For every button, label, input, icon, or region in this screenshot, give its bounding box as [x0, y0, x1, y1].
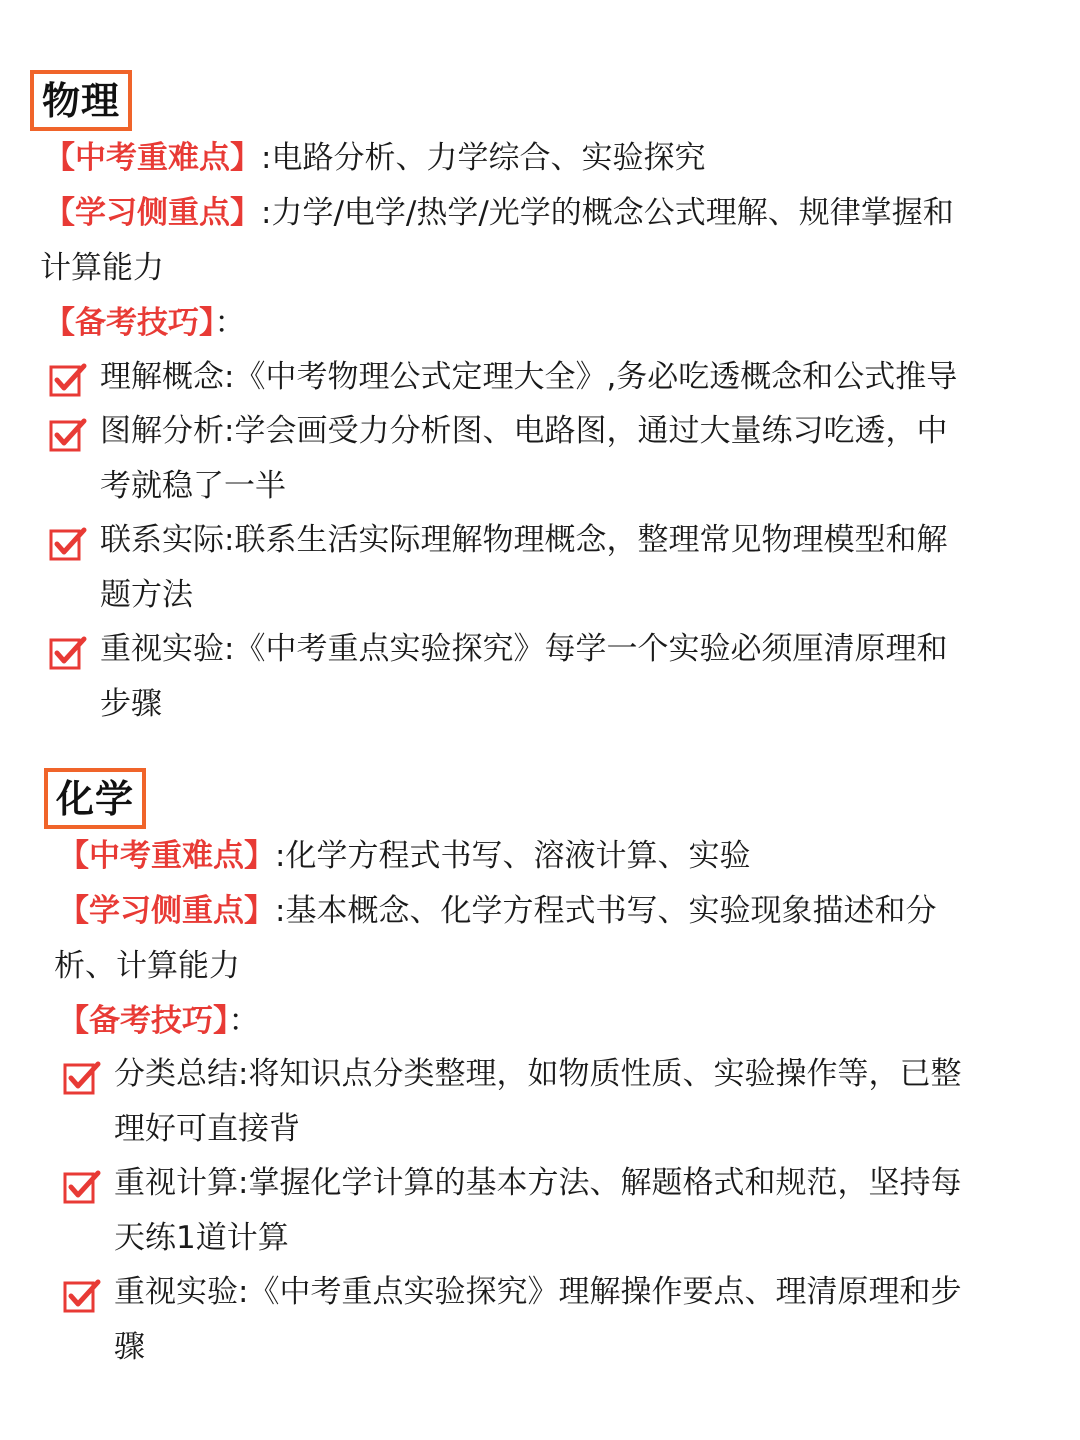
physics-tip-1-line1: 理解概念:《中考物理公式定理大全》,务必吃透概念和公式推导: [100, 359, 958, 395]
chemistry-tip-3: [114, 1265, 1034, 1375]
physics-difficulty-label: 【中考重难点】: [44, 140, 261, 176]
chemistry-focus-label: 【学习侧重点】: [58, 893, 275, 929]
physics-difficulty-text: :电路分析、力学综合、实验探究: [261, 140, 706, 176]
checkbox-checked-icon: [48, 360, 88, 400]
physics-difficulty-line: [44, 138, 705, 178]
physics-tip-2: [100, 404, 1020, 514]
chemistry-focus-line: [58, 891, 936, 931]
chemistry-tip-1: [114, 1047, 1034, 1157]
checkbox-checked-icon: [48, 524, 88, 564]
physics-tip-3-line1: 联系实际:联系生活实际理解物理概念，整理常见物理模型和解: [100, 522, 948, 558]
chemistry-tip-2: [114, 1156, 1034, 1266]
chemistry-focus-line2: 析、计算能力: [54, 948, 240, 984]
checkbox-checked-icon: [62, 1058, 102, 1098]
chemistry-tip-3-line1: 重视实验:《中考重点实验探究》理解操作要点、理清原理和步: [114, 1274, 962, 1310]
chemistry-tip-2-line2: 天练1道计算: [114, 1220, 289, 1256]
chemistry-tip-2-line1: 重视计算:掌握化学计算的基本方法、解题格式和规范，坚持每: [114, 1165, 962, 1201]
physics-focus-label: 【学习侧重点】: [44, 195, 261, 231]
physics-title: 物理: [30, 70, 132, 131]
physics-tip-1: [100, 350, 1020, 405]
physics-focus-text: :力学/电学/热学/光学的概念公式理解、规律掌握和: [261, 195, 954, 231]
chemistry-difficulty-text: :化学方程式书写、溶液计算、实验: [275, 838, 751, 874]
physics-tip-2-line2: 考就稳了一半: [100, 468, 286, 504]
physics-tips-header: [44, 303, 246, 343]
checkbox-checked-icon: [62, 1276, 102, 1316]
chemistry-difficulty-label: 【中考重难点】: [58, 838, 275, 874]
physics-focus-line: [44, 193, 954, 233]
chemistry-title: 化学: [44, 768, 146, 829]
physics-tip-3: [100, 513, 1020, 623]
physics-tips-label: 【备考技巧】: [44, 305, 215, 341]
chemistry-difficulty-line: [58, 836, 750, 876]
physics-tip-2-line1: 图解分析:学会画受力分析图、电路图，通过大量练习吃透，中: [100, 413, 948, 449]
physics-tip-4-line2: 步骤: [100, 686, 162, 722]
checkbox-checked-icon: [48, 633, 88, 673]
chemistry-tip-3-line2: 骤: [114, 1329, 145, 1365]
chemistry-tips-colon: ：: [228, 1003, 260, 1039]
physics-tip-4: [100, 622, 1020, 732]
chemistry-focus-text: :基本概念、化学方程式书写、实验现象描述和分: [275, 893, 937, 929]
physics-focus-line2: 计算能力: [40, 250, 164, 286]
chemistry-tip-1-line2: 理好可直接背: [114, 1111, 300, 1147]
physics-tip-4-line1: 重视实验:《中考重点实验探究》每学一个实验必须厘清原理和: [100, 631, 948, 667]
physics-tips-colon: ：: [214, 305, 246, 341]
chemistry-tips-label: 【备考技巧】: [58, 1003, 229, 1039]
chemistry-tips-header: [58, 1001, 260, 1041]
checkbox-checked-icon: [62, 1167, 102, 1207]
checkbox-checked-icon: [48, 415, 88, 455]
physics-tip-3-line2: 题方法: [100, 577, 193, 613]
chemistry-tip-1-line1: 分类总结:将知识点分类整理，如物质性质、实验操作等，已整: [114, 1056, 962, 1092]
